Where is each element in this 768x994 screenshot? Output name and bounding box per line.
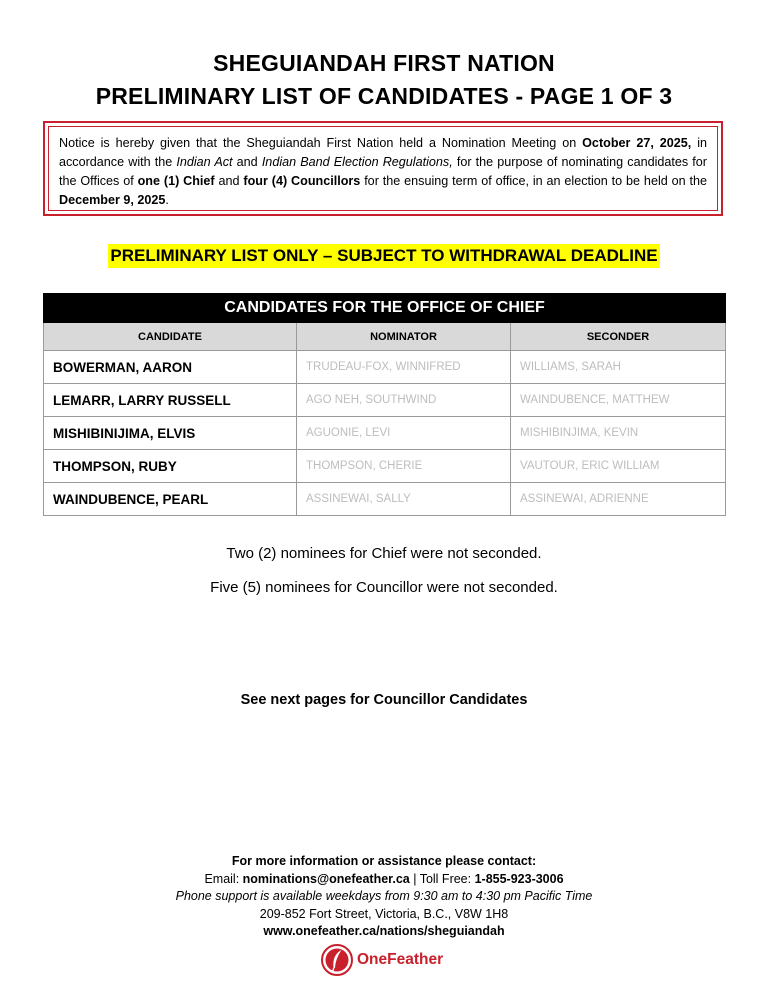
seconder-cell: MISHIBINJIMA, KEVIN: [511, 417, 726, 450]
notice-part: for the purpose of nominating candidates for the Offices of: [59, 155, 707, 188]
nominator-cell: AGUONIE, LEVI: [297, 417, 511, 450]
page-title-line1: SHEGUIANDAH FIRST NATION: [213, 50, 555, 76]
seconder-cell: WAINDUBENCE, MATTHEW: [511, 384, 726, 417]
nominator-cell: ASSINEWAI, SALLY: [297, 483, 511, 516]
election-regulations: Indian Band Election Regulations,: [261, 155, 453, 169]
nomination-date: October 27, 2025,: [582, 136, 692, 150]
nominator-cell: TRUDEAU-FOX, WINNIFRED: [297, 351, 511, 384]
nominator-cell: AGO NEH, SOUTHWIND: [297, 384, 511, 417]
candidate-cell: THOMPSON, RUBY: [44, 450, 297, 483]
candidate-cell: WAINDUBENCE, PEARL: [44, 483, 297, 516]
notice-part: and: [232, 155, 262, 169]
page-title-line2: PRELIMINARY LIST OF CANDIDATES - PAGE 1 OF 3: [95, 83, 673, 109]
notice-part: Notice is hereby given that the Sheguiandah First Nation held a Nomination Meeting on: [59, 136, 583, 150]
candidate-cell: BOWERMAN, AARON: [44, 351, 297, 384]
contact-email-line: [0, 871, 768, 889]
nominator-cell: THOMPSON, CHERIE: [297, 450, 511, 483]
table-banner-row: [44, 294, 726, 323]
candidate-cell: MISHIBINIJIMA, ELVIS: [44, 417, 297, 450]
table-header-row: [44, 323, 726, 351]
election-date: December 9, 2025: [59, 193, 166, 207]
table-row: [44, 417, 726, 450]
table-row: [44, 483, 726, 516]
email-link[interactable]: nominations@onefeather.ca: [242, 871, 410, 886]
notice-text: [48, 126, 718, 211]
chief-office-count: one (1) Chief: [137, 174, 215, 188]
table-title: CANDIDATES FOR THE OFFICE OF CHIEF: [44, 294, 726, 323]
preliminary-banner: PRELIMINARY LIST ONLY – SUBJECT TO WITHDRAWAL DEADLINE: [108, 244, 659, 268]
table-row: [44, 450, 726, 483]
councillor-not-seconded-note: Five (5) nominees for Councillor were not seconded.: [210, 579, 558, 596]
onefeather-logo: [321, 944, 451, 978]
notice-box: [43, 121, 723, 216]
seconder-cell: WILLIAMS, SARAH: [511, 351, 726, 384]
column-header-seconder: SECONDER: [511, 323, 726, 351]
feather-logo-icon: [321, 944, 353, 976]
contact-heading: For more information or assistance please contact:: [231, 854, 537, 868]
email-label: Email:: [204, 871, 243, 886]
column-header-candidate: CANDIDATE: [44, 323, 297, 351]
preliminary-banner-wrap: [0, 244, 768, 268]
seconder-cell: ASSINEWAI, ADRIENNE: [511, 483, 726, 516]
table-row: [44, 384, 726, 417]
chief-candidates-table: [43, 293, 726, 516]
toll-free-label: | Toll Free:: [409, 871, 475, 886]
chief-not-seconded-note: Two (2) nominees for Chief were not seconded.: [226, 545, 542, 562]
seconder-cell: VAUTOUR, ERIC WILLIAM: [511, 450, 726, 483]
notice-part: .: [165, 193, 169, 207]
contact-block: [0, 853, 768, 941]
notice-part: in accordance with the: [59, 136, 707, 169]
candidate-cell: LEMARR, LARRY RUSSELL: [44, 384, 297, 417]
phone-hours: Phone support is available weekdays from 9:30 am to 4:30 pm Pacific Time: [175, 889, 593, 903]
notice-part: and: [214, 174, 244, 188]
toll-free-number[interactable]: 1-855-923-3006: [474, 871, 564, 886]
notice-part: for the ensuing term of office, in an election to be held on the: [360, 174, 708, 188]
logo-wordmark: OneFeather: [357, 951, 444, 968]
column-header-nominator: NOMINATOR: [297, 323, 511, 351]
councillor-office-count: four (4) Councillors: [243, 174, 361, 188]
see-next-pages-note: See next pages for Councillor Candidates: [240, 692, 528, 708]
mailing-address: 209-852 Fort Street, Victoria, B.C., V8W 1H8: [259, 906, 509, 921]
website-link[interactable]: www.onefeather.ca/nations/sheguiandah: [263, 924, 505, 938]
indian-act: Indian Act: [176, 155, 233, 169]
table-row: [44, 351, 726, 384]
